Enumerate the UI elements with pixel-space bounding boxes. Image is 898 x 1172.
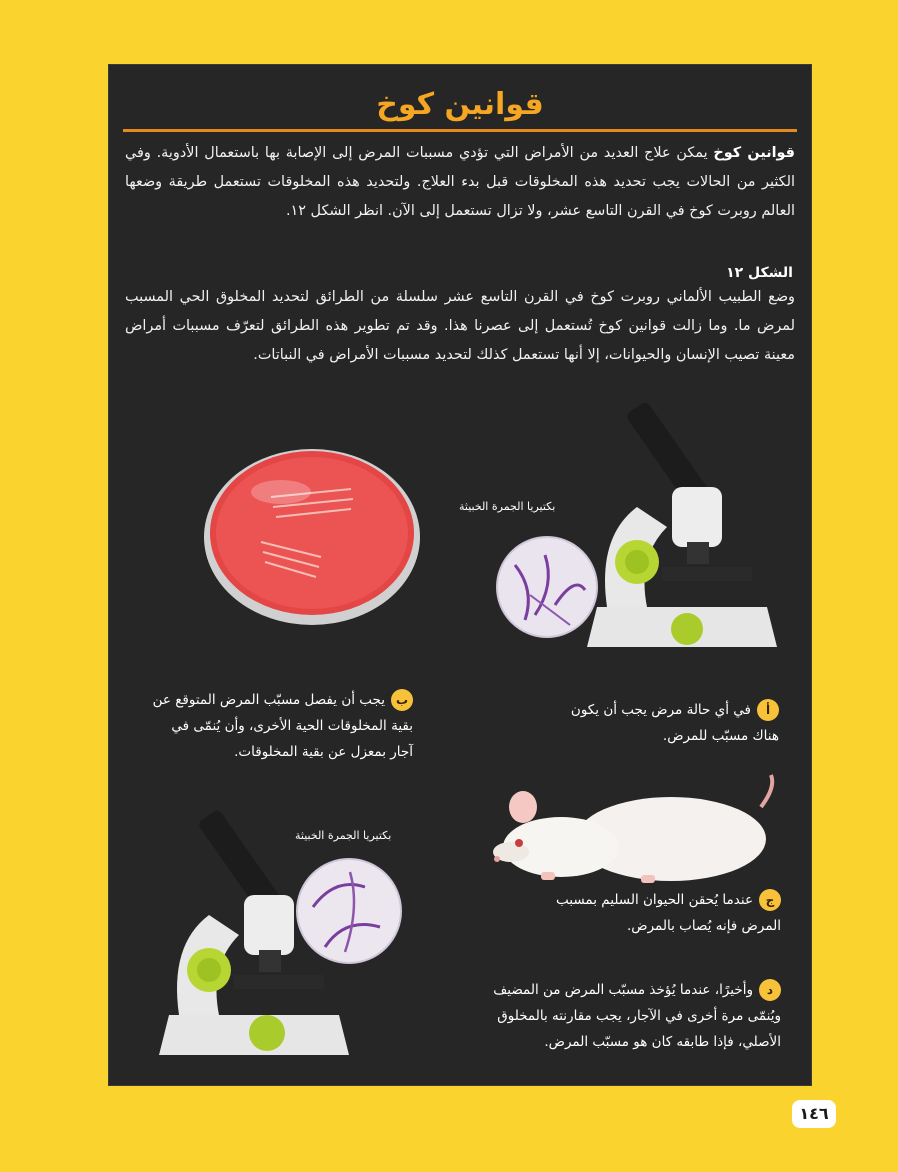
microscope-image-top xyxy=(577,377,797,677)
step-c-badge: ج xyxy=(759,889,781,911)
intro-term: قوانين كوخ xyxy=(713,145,795,161)
content-panel xyxy=(108,64,812,1086)
title-underline xyxy=(123,129,797,132)
step-d xyxy=(481,977,781,1055)
bacteria-magnified-top xyxy=(495,535,599,639)
section-title: قوانين كوخ xyxy=(376,87,544,122)
step-b-badge: ب xyxy=(391,689,413,711)
step-a xyxy=(569,697,779,749)
step-a-badge: أ xyxy=(757,699,779,721)
step-b-text: يجب أن يفصل مسبّب المرض المتوقع عن بقية المخلوقات الحية الأخرى، وأن يُنمّى في آجار بمعزل عن بقية المخلوقات. xyxy=(152,692,413,760)
intro-paragraph xyxy=(125,139,795,226)
step-a-text: في أي حالة مرض يجب أن يكون هناك مسبّب للمرض. xyxy=(570,702,779,744)
step-c xyxy=(551,887,781,939)
bacteria-label-top: بكتيريا الجمرة الخبيثة xyxy=(459,500,556,513)
step-c-text: عندما يُحقن الحيوان السليم بمسبب المرض فإنه يُصاب بالمرض. xyxy=(556,892,781,934)
intro-text: يمكن علاج العديد من الأمراض التي تؤدي مسببات المرض إلى الإصابة بها باستعمال الأدوية. وفي الكثير من الحالات يجب تحديد هذه المخلوقات قبل بدء العلاج. ولتحديد هذه المخلوقات تستعمل طريقة وضعها العالم روبرت كوخ في القرن التاسع عشر، ولا تزال تستعمل إلى الآن. انظر الشكل ١٢. xyxy=(125,145,795,219)
step-d-badge: د xyxy=(759,979,781,1001)
bacteria-magnified-bottom xyxy=(295,857,403,965)
page-number: ١٤٦ xyxy=(792,1100,836,1128)
mouse-image xyxy=(481,767,781,887)
step-b xyxy=(147,687,413,765)
petri-dish-image xyxy=(201,437,423,627)
step-d-text: وأخيرًا، عندما يُؤخذ مسبّب المرض من المضيف ويُنمّى مرة أخرى في الآجار، يجب مقارنته بالمخلوق الأصلي، فإذا طابقه كان هو مسبّب المرض. xyxy=(493,982,781,1050)
bacteria-label-bottom: بكتيريا الجمرة الخبيثة xyxy=(295,829,392,842)
figure-paragraph: وضع الطبيب الألماني روبرت كوخ في القرن التاسع عشر سلسلة من الطرائق لتحديد المخلوق الحي المسبب لمرض ما. وما زالت قوانين كوخ تُستعمل إلى عصرنا هذا. وقد تم تطوير هذه الطرائق لتعرّف مسببات أمراض معينة تصيب الإنسان والحيوانات، إلا أنها تستعمل كذلك لتحديد مسببات الأمراض في النباتات. xyxy=(125,289,795,363)
figure-label: الشكل ١٢ xyxy=(726,265,793,281)
